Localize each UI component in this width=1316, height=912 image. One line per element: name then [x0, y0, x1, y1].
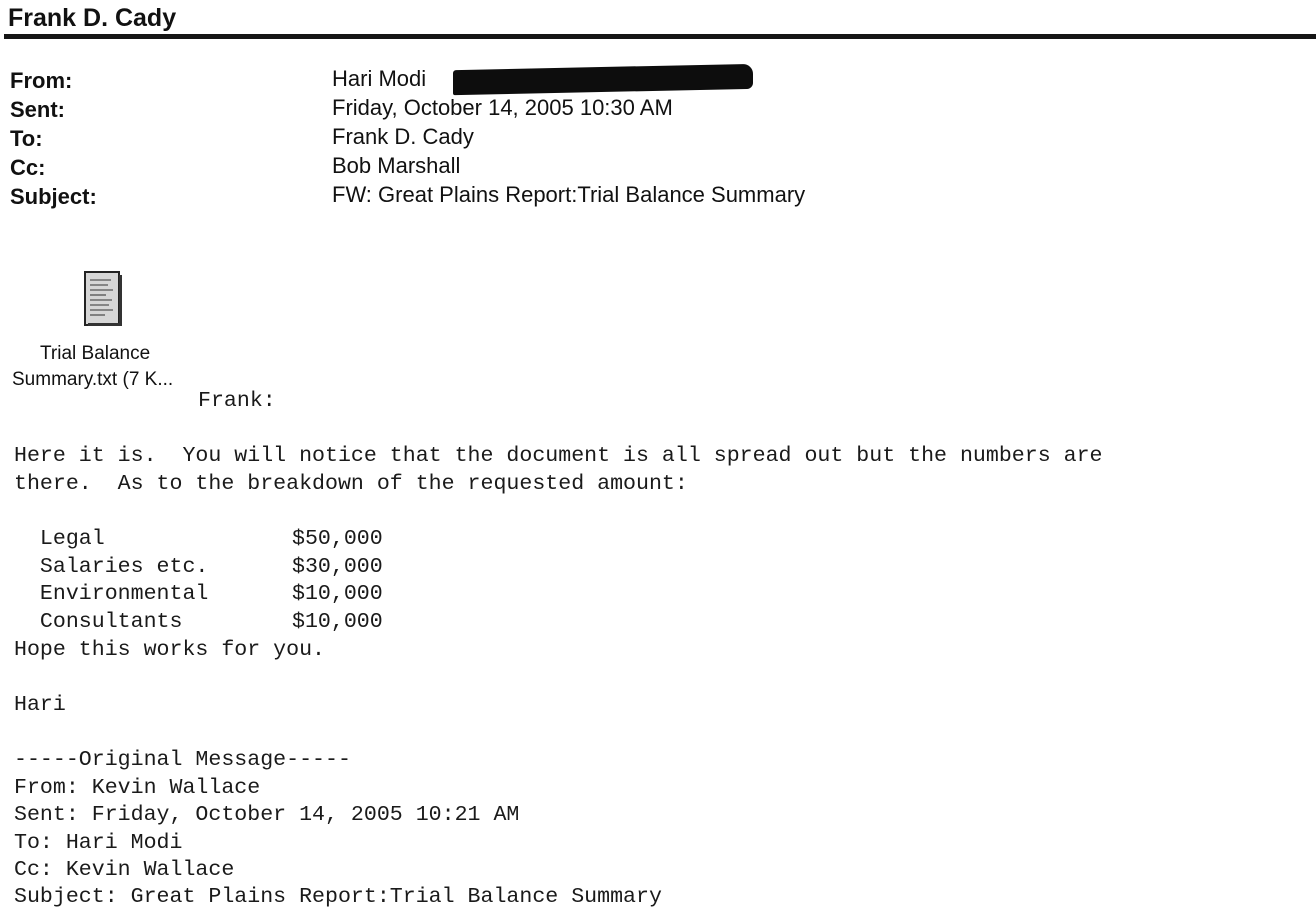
subject-value: FW: Great Plains Report:Trial Balance Summary — [332, 182, 806, 207]
redaction-mark — [453, 64, 753, 95]
closing-line: Hope this works for you. — [14, 638, 326, 662]
breakdown-item: Legal — [39, 526, 105, 551]
greeting: Frank: — [198, 389, 276, 413]
attachment-name-line1: Trial Balance — [40, 343, 151, 364]
breakdown-amount: $30,000 — [292, 554, 383, 579]
body-paragraph-line2: there. As to the breakdown of the requested amount: — [14, 472, 688, 496]
mailbox-owner-name: Frank D. Cady — [8, 4, 177, 32]
signature: Hari — [14, 693, 66, 717]
sent-value: Friday, October 14, 2005 10:30 AM — [332, 95, 673, 120]
subject-label: Subject: — [10, 184, 97, 209]
breakdown-item: Salaries etc. — [39, 554, 209, 579]
to-value: Frank D. Cady — [332, 124, 474, 149]
original-sent: Sent: Friday, October 14, 2005 10:21 AM — [14, 803, 520, 827]
original-message-separator: -----Original Message----- — [14, 748, 351, 772]
breakdown-row — [14, 581, 383, 636]
attachment-name-line2: Summary.txt (7 K... — [12, 369, 174, 390]
breakdown-amount: $10,000 — [292, 581, 383, 606]
body-paragraph-line1: Here it is. You will notice that the document is all spread out but the numbers are — [14, 444, 1103, 468]
breakdown-amount: $50,000 — [292, 526, 383, 551]
header-divider — [4, 34, 1316, 39]
original-to: To: Hari Modi — [14, 831, 183, 855]
breakdown-item: Environmental — [39, 581, 209, 606]
from-value: Hari Modi — [332, 66, 427, 91]
original-from: From: Kevin Wallace — [14, 776, 261, 800]
from-label: From: — [10, 68, 73, 93]
original-cc: Cc: Kevin Wallace — [14, 858, 235, 882]
original-subject: Subject: Great Plains Report:Trial Balance Summary — [14, 885, 662, 909]
text-document-icon[interactable] — [84, 271, 122, 327]
sent-label: Sent: — [10, 97, 65, 122]
to-label: To: — [10, 126, 43, 151]
breakdown-amount: $10,000 — [292, 609, 383, 634]
cc-label: Cc: — [10, 155, 46, 180]
cc-value: Bob Marshall — [332, 153, 461, 178]
attachment-filename[interactable] — [12, 341, 212, 393]
breakdown-item: Consultants — [39, 609, 183, 634]
